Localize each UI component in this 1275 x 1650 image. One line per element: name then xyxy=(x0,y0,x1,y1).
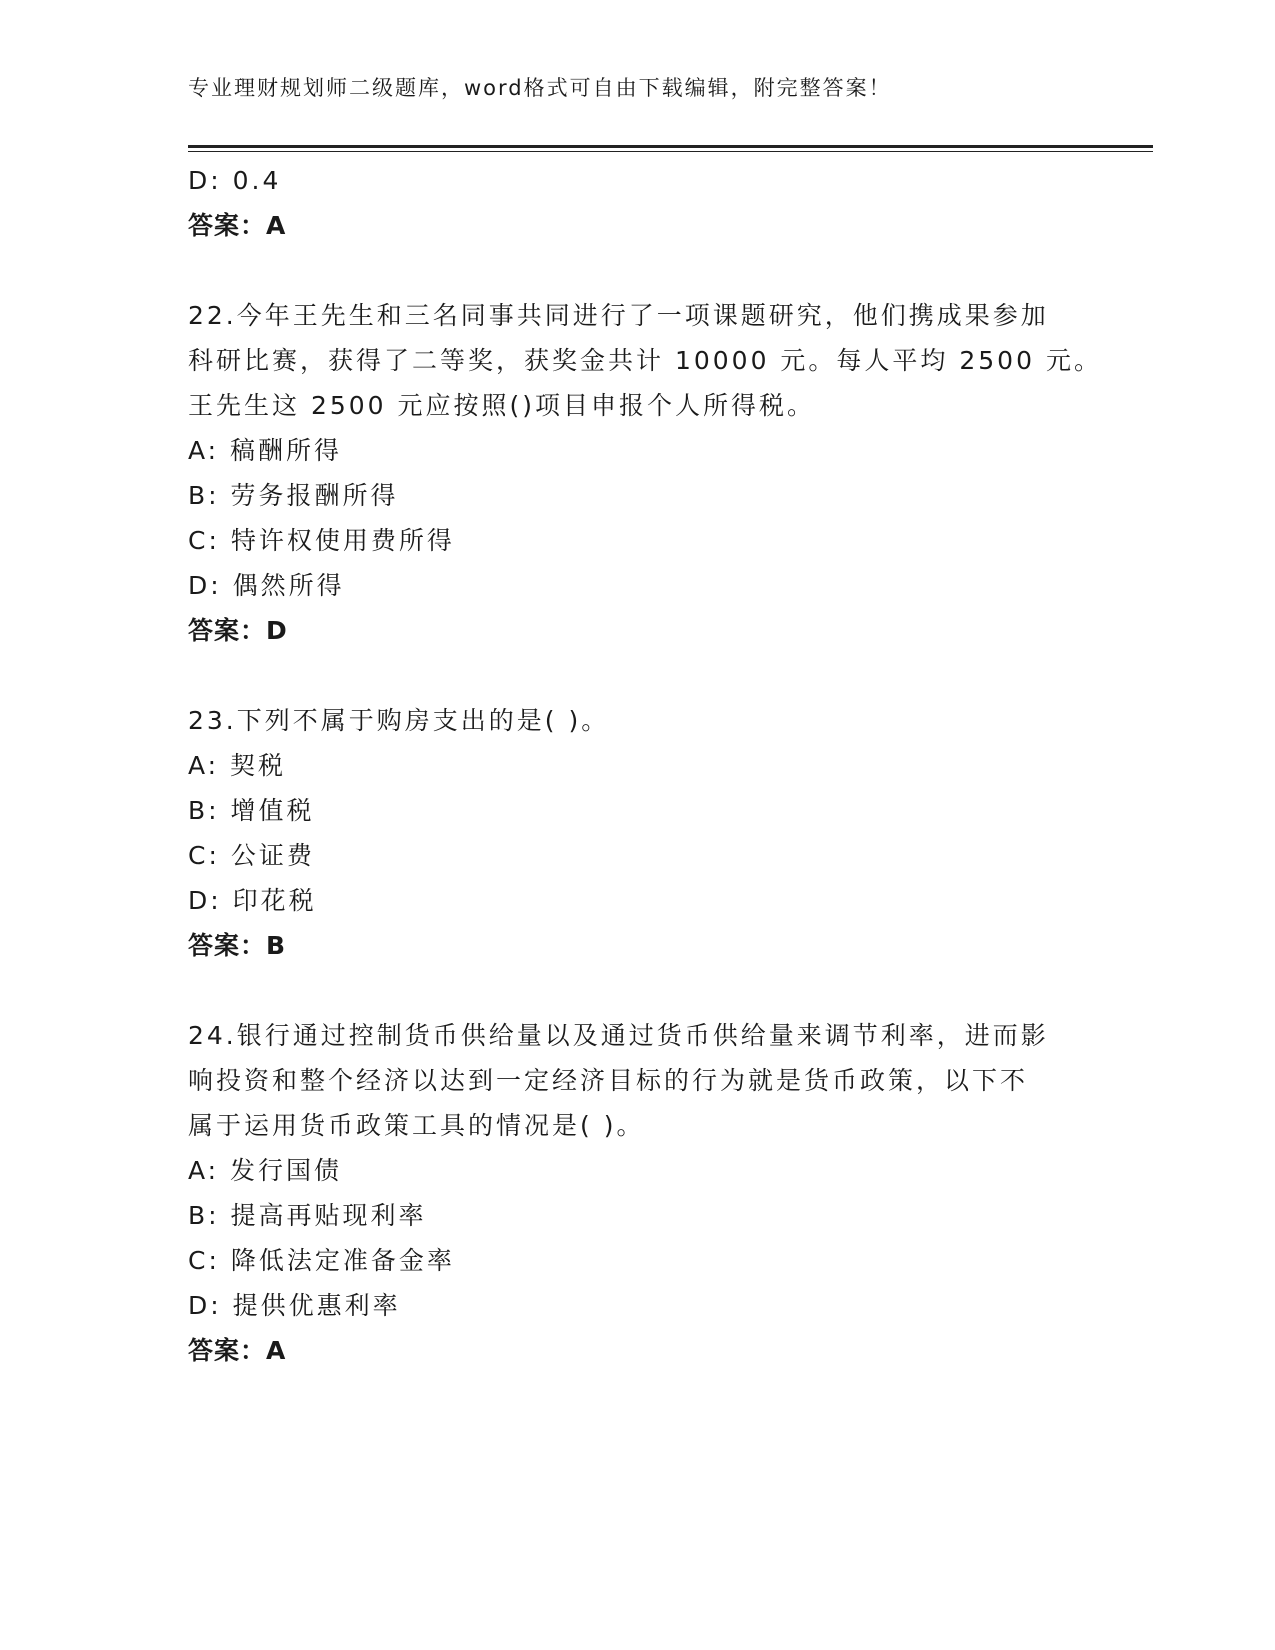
question-block xyxy=(188,293,1153,653)
question-block xyxy=(188,698,1153,968)
option-text: D: 印花税 xyxy=(188,886,317,915)
option-text: B: 劳务报酬所得 xyxy=(188,481,399,510)
option-text: D: 0.4 xyxy=(188,166,282,195)
header-rule-thin xyxy=(188,151,1153,152)
question-stem-line: 属于运用货币政策工具的情况是( )。 xyxy=(188,1111,645,1140)
option-text: A: 稿酬所得 xyxy=(188,436,343,465)
question-stem-line: 科研比赛，获得了二等奖，获奖金共计 10000 元。每人平均 2500 元。 xyxy=(188,346,1102,375)
question-stem-line: 响投资和整个经济以达到一定经济目标的行为就是货币政策，以下不 xyxy=(188,1066,1029,1095)
option-text: A: 契税 xyxy=(188,751,287,780)
question-stem-line: 23.下列不属于购房支出的是( )。 xyxy=(188,706,610,735)
page-header: 专业理财规划师二级题库，word格式可自由下载编辑，附完整答案！ xyxy=(188,76,892,100)
question-stem-line: 24.银行通过控制货币供给量以及通过货币供给量来调节利率，进而影 xyxy=(188,1021,1049,1050)
question-stem-line: 22.今年王先生和三名同事共同进行了一项课题研究，他们携成果参加 xyxy=(188,301,1049,330)
answer-text: 答案：A xyxy=(188,1336,287,1365)
answer-text: 答案：A xyxy=(188,211,287,240)
header-rule-thick xyxy=(188,145,1153,148)
question-stem-line: 王先生这 2500 元应按照()项目申报个人所得税。 xyxy=(188,391,816,420)
answer-text: 答案：B xyxy=(188,931,287,960)
option-text: D: 偶然所得 xyxy=(188,571,345,600)
option-text: C: 降低法定准备金率 xyxy=(188,1246,455,1275)
question-block xyxy=(188,1013,1153,1373)
question-content xyxy=(188,158,1153,1373)
option-text: A: 发行国债 xyxy=(188,1156,343,1185)
option-text: B: 增值税 xyxy=(188,796,315,825)
answer-text: 答案：D xyxy=(188,616,288,645)
option-text: C: 特许权使用费所得 xyxy=(188,526,455,555)
option-text: D: 提供优惠利率 xyxy=(188,1291,401,1320)
option-text: B: 提高再贴现利率 xyxy=(188,1201,427,1230)
option-text: C: 公证费 xyxy=(188,841,315,870)
